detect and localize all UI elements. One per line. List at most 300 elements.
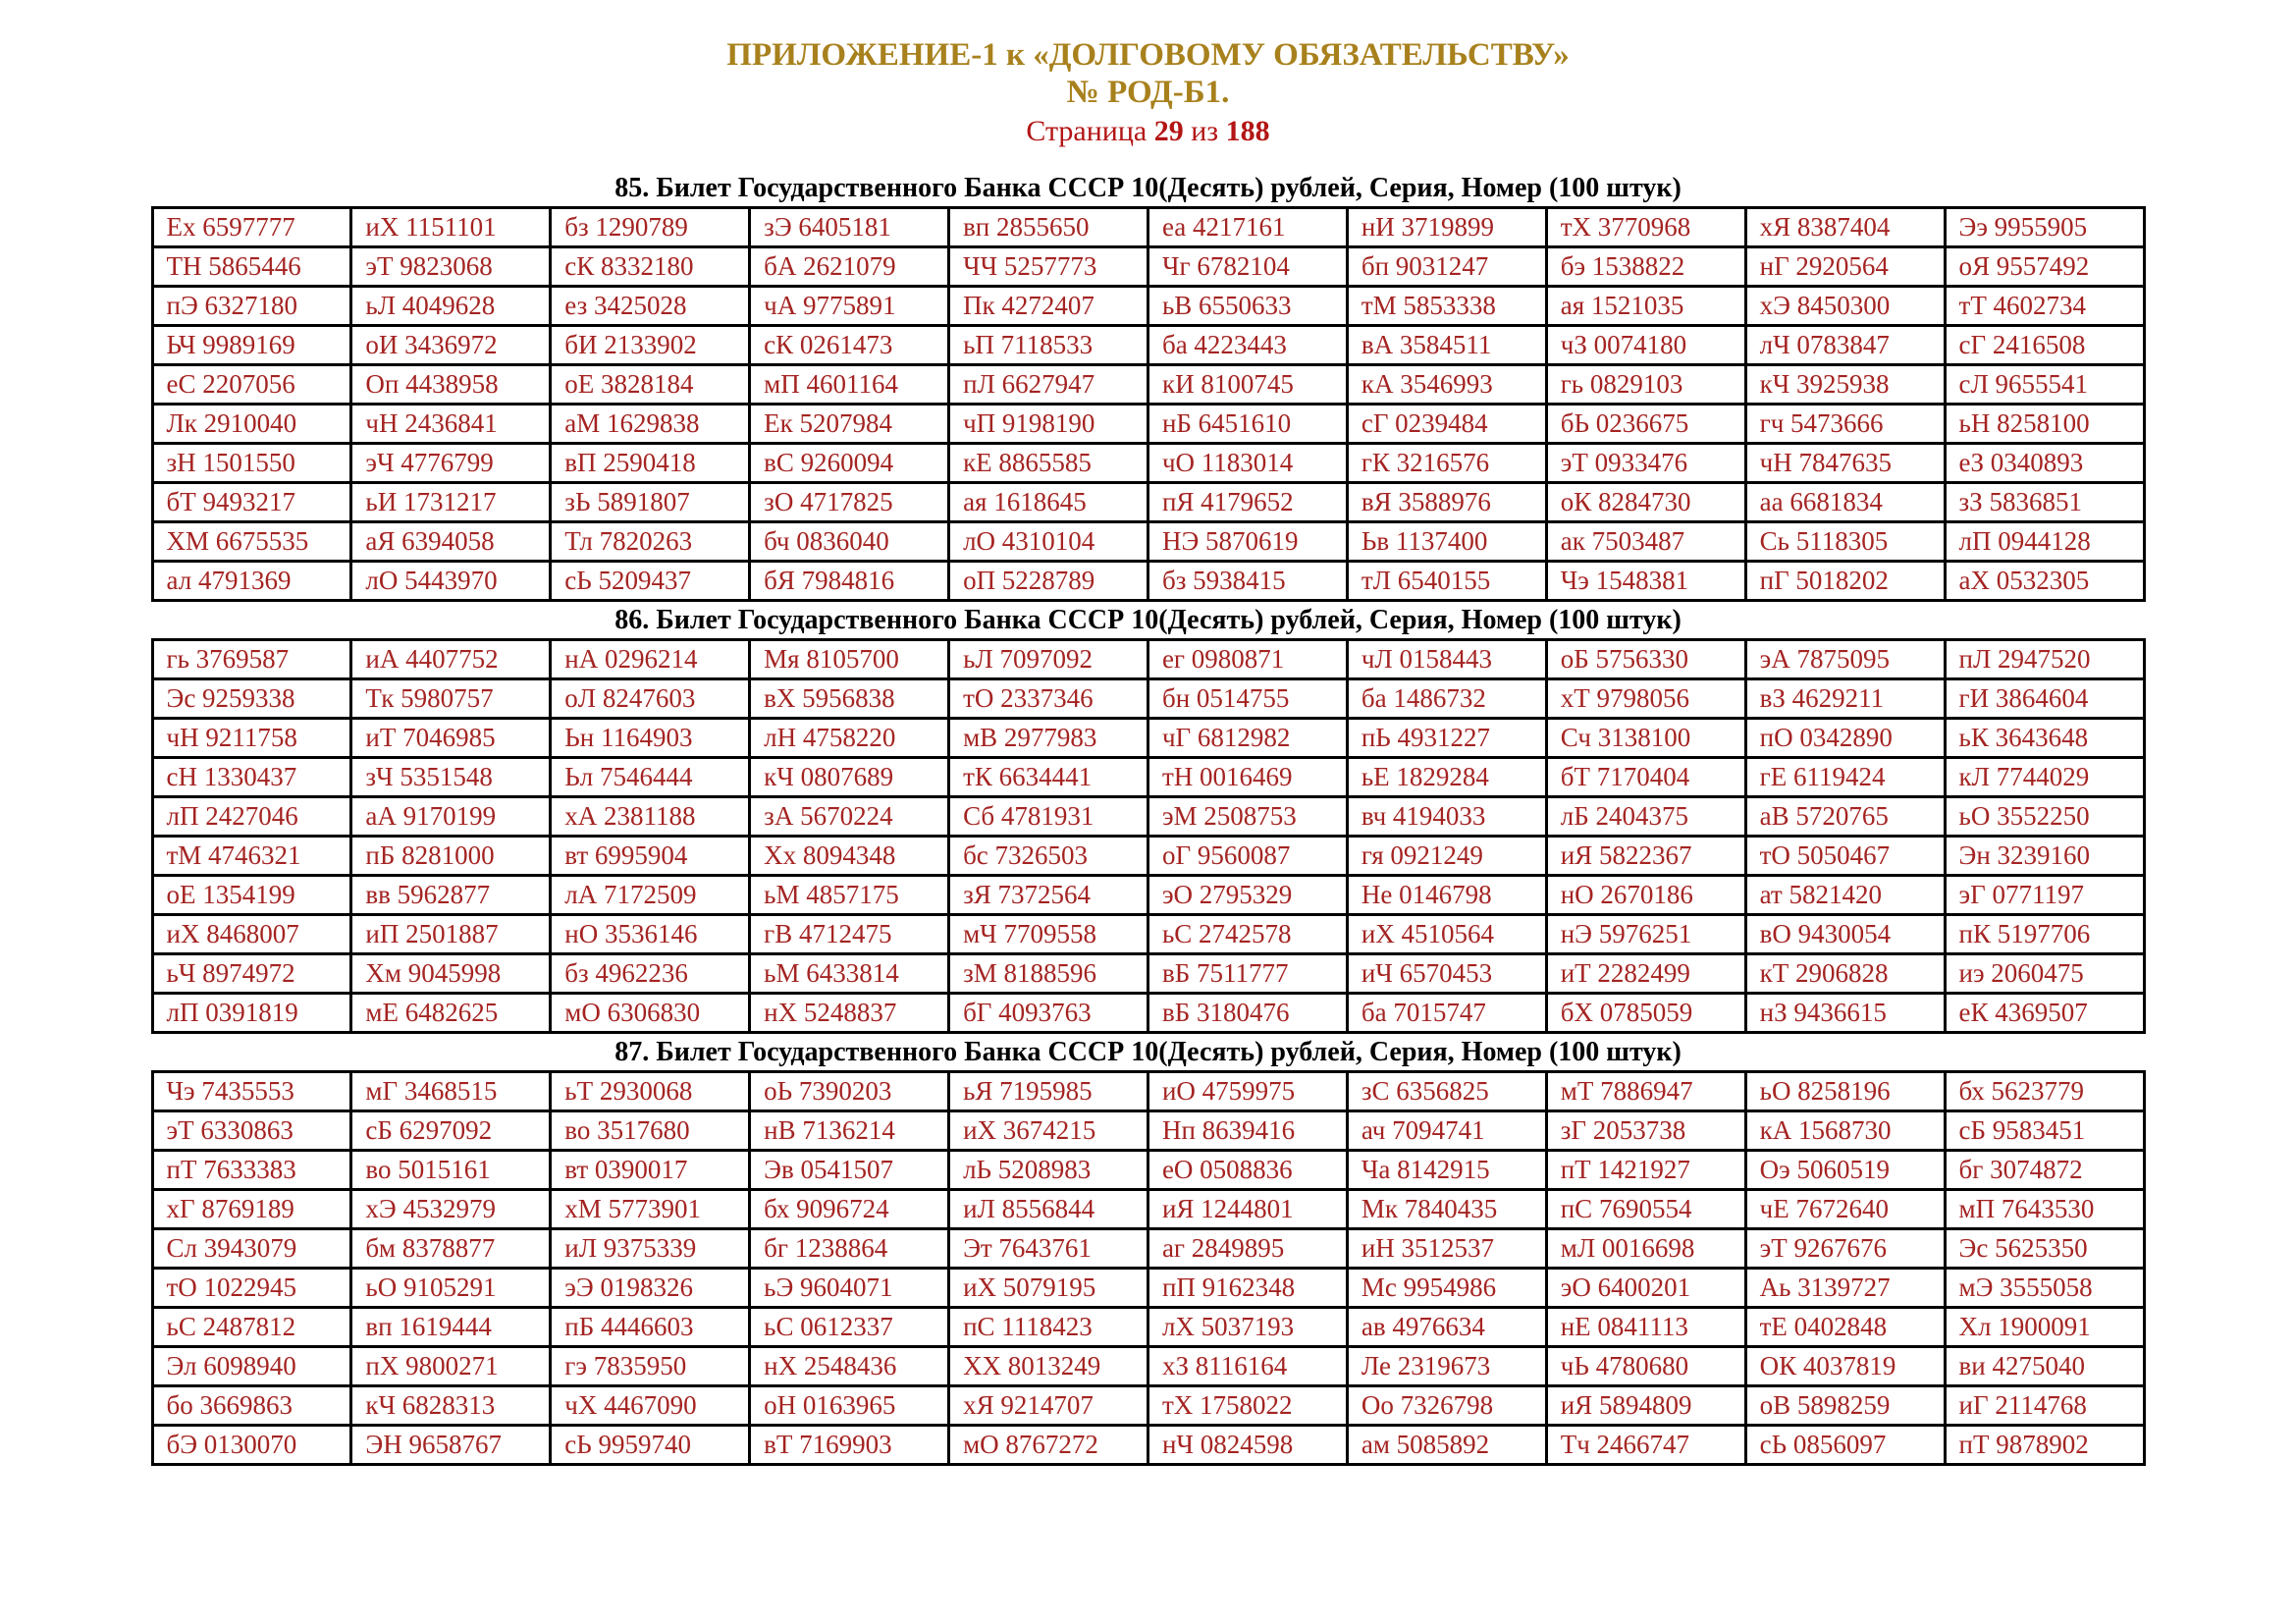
serial-cell: ьС 2742578 [1148, 915, 1347, 954]
serial-cell: во 5015161 [351, 1151, 551, 1190]
serial-cell: зЯ 7372564 [949, 876, 1148, 915]
serial-cell: тЕ 0402848 [1745, 1308, 1945, 1347]
serial-cell: нИ 3719899 [1347, 208, 1546, 247]
serial-cell: чЬ 4780680 [1546, 1347, 1745, 1386]
serial-cell: тМ 5853338 [1347, 287, 1546, 326]
table-row [152, 1072, 2144, 1111]
serials-table-85 [151, 206, 2146, 602]
serial-cell: гЕ 6119424 [1745, 758, 1945, 797]
serial-cell: вП 2590418 [551, 444, 750, 483]
serial-cell: еа 4217161 [1148, 208, 1347, 247]
table-row [152, 326, 2144, 365]
serial-cell: нО 3536146 [551, 915, 750, 954]
serial-cell: тК 6634441 [949, 758, 1148, 797]
serial-cell: ба 4223443 [1148, 326, 1347, 365]
serial-cell: Эл 6098940 [152, 1347, 351, 1386]
serial-cell: гИ 3864604 [1945, 679, 2144, 719]
serial-cell: ьМ 6433814 [750, 954, 949, 994]
serial-cell: тН 0016469 [1148, 758, 1347, 797]
serial-cell: сК 8332180 [551, 247, 750, 287]
serial-cell: еС 2207056 [152, 365, 351, 405]
serial-cell: пК 5197706 [1945, 915, 2144, 954]
serial-cell: зЭ 6405181 [750, 208, 949, 247]
serial-cell: чО 1183014 [1148, 444, 1347, 483]
serial-cell: Эн 3239160 [1945, 837, 2144, 876]
serial-cell: ьМ 4857175 [750, 876, 949, 915]
serial-cell: мП 7643530 [1945, 1190, 2144, 1229]
serial-cell: вЗ 4629211 [1745, 679, 1945, 719]
serial-cell: эГ 0771197 [1945, 876, 2144, 915]
serial-cell: нБ 6451610 [1148, 405, 1347, 444]
serials-table-87 [151, 1070, 2146, 1466]
serial-cell: иЯ 1244801 [1148, 1190, 1347, 1229]
serial-cell: Ек 5207984 [750, 405, 949, 444]
table-row [152, 1386, 2144, 1426]
serial-cell: эЧ 4776799 [351, 444, 551, 483]
serial-cell: тХ 1758022 [1148, 1386, 1347, 1426]
serial-cell: ак 7503487 [1546, 522, 1745, 562]
serial-cell: Ээ 9955905 [1945, 208, 2144, 247]
table-row [152, 679, 2144, 719]
serial-cell: еЗ 0340893 [1945, 444, 2144, 483]
serial-cell: Тч 2466747 [1546, 1426, 1745, 1465]
serial-cell: хЗ 8116164 [1148, 1347, 1347, 1386]
serial-cell: тМ 4746321 [152, 837, 351, 876]
serial-cell: пЛ 6627947 [949, 365, 1148, 405]
serial-cell: пЯ 4179652 [1148, 483, 1347, 522]
serial-cell: Эс 9259338 [152, 679, 351, 719]
serial-cell: нЕ 0841113 [1546, 1308, 1745, 1347]
serial-cell: чП 9198190 [949, 405, 1148, 444]
serial-cell: ба 1486732 [1347, 679, 1546, 719]
serial-cell: иЛ 8556844 [949, 1190, 1148, 1229]
serial-cell: вО 9430054 [1745, 915, 1945, 954]
serial-cell: ьЛ 7097092 [949, 640, 1148, 679]
serial-cell: сЬ 5209437 [551, 562, 750, 601]
serial-cell: еК 4369507 [1945, 994, 2144, 1033]
page-indicator [0, 116, 2296, 147]
serial-cell: лП 2427046 [152, 797, 351, 837]
serial-cell: Ьв 1137400 [1347, 522, 1546, 562]
document-subtitle: № РОД-Б1. [1066, 75, 1230, 110]
serial-cell: ЧЧ 5257773 [949, 247, 1148, 287]
serial-cell: мЭ 3555058 [1945, 1269, 2144, 1308]
serial-cell: Лк 2910040 [152, 405, 351, 444]
serial-cell: лН 4758220 [750, 719, 949, 758]
serial-cell: вБ 3180476 [1148, 994, 1347, 1033]
table-row [152, 915, 2144, 954]
serial-cell: оЕ 3828184 [551, 365, 750, 405]
serial-cell: кА 3546993 [1347, 365, 1546, 405]
serial-cell: кТ 2906828 [1745, 954, 1945, 994]
serial-cell: оГ 9560087 [1148, 837, 1347, 876]
serial-cell: вС 9260094 [750, 444, 949, 483]
serial-cell: бз 1290789 [551, 208, 750, 247]
serial-cell: Ьл 7546444 [551, 758, 750, 797]
serial-cell: вТ 7169903 [750, 1426, 949, 1465]
serial-cell: тО 5050467 [1745, 837, 1945, 876]
serial-cell: гэ 7835950 [551, 1347, 750, 1386]
serial-cell: Эв 0541507 [750, 1151, 949, 1190]
serial-cell: гч 5473666 [1745, 405, 1945, 444]
serial-cell: ьО 9105291 [351, 1269, 551, 1308]
serial-cell: ОК 4037819 [1745, 1347, 1945, 1386]
section-87 [0, 1037, 2296, 1466]
serial-cell: мЛ 0016698 [1546, 1229, 1745, 1269]
table-row [152, 1308, 2144, 1347]
serial-cell: Сч 3138100 [1546, 719, 1745, 758]
serial-cell: мГ 3468515 [351, 1072, 551, 1111]
serial-cell: Тк 5980757 [351, 679, 551, 719]
serial-cell: эТ 0933476 [1546, 444, 1745, 483]
serial-cell: нЭ 5976251 [1546, 915, 1745, 954]
serial-cell: лЬ 5208983 [949, 1151, 1148, 1190]
table-row [152, 405, 2144, 444]
serial-cell: кЕ 8865585 [949, 444, 1148, 483]
serial-cell: ьК 3643648 [1945, 719, 2144, 758]
serial-cell: чА 9775891 [750, 287, 949, 326]
serial-cell: Пк 4272407 [949, 287, 1148, 326]
serial-cell: пГ 5018202 [1745, 562, 1945, 601]
serial-cell: сЛ 9655541 [1945, 365, 2144, 405]
serial-cell: ХМ 6675535 [152, 522, 351, 562]
serial-cell: Нп 8639416 [1148, 1111, 1347, 1151]
table-row [152, 1347, 2144, 1386]
serial-cell: оБ 5756330 [1546, 640, 1745, 679]
serial-cell: Мс 9954986 [1347, 1269, 1546, 1308]
serial-cell: оК 8284730 [1546, 483, 1745, 522]
serial-cell: бГ 4093763 [949, 994, 1148, 1033]
serial-cell: сГ 0239484 [1347, 405, 1546, 444]
serial-cell: вв 5962877 [351, 876, 551, 915]
serial-cell: Тл 7820263 [551, 522, 750, 562]
table-row [152, 1269, 2144, 1308]
serial-cell: оН 0163965 [750, 1386, 949, 1426]
serial-cell: нВ 7136214 [750, 1111, 949, 1151]
serial-cell: ба 7015747 [1347, 994, 1546, 1033]
serial-cell: зМ 8188596 [949, 954, 1148, 994]
serial-cell: оИ 3436972 [351, 326, 551, 365]
serial-cell: аА 9170199 [351, 797, 551, 837]
serial-cell: вт 6995904 [551, 837, 750, 876]
table-row [152, 247, 2144, 287]
table-row [152, 837, 2144, 876]
serial-cell: нХ 2548436 [750, 1347, 949, 1386]
serial-cell: лХ 5037193 [1148, 1308, 1347, 1347]
serial-cell: вЯ 3588976 [1347, 483, 1546, 522]
serial-cell: ЭН 9658767 [351, 1426, 551, 1465]
serial-cell: аа 6681834 [1745, 483, 1945, 522]
serial-cell: чН 2436841 [351, 405, 551, 444]
serial-cell: Хм 9045998 [351, 954, 551, 994]
serial-cell: кИ 8100745 [1148, 365, 1347, 405]
serial-cell: чН 7847635 [1745, 444, 1945, 483]
serial-cell: иП 2501887 [351, 915, 551, 954]
serial-cell: иО 4759975 [1148, 1072, 1347, 1111]
serial-cell: сН 1330437 [152, 758, 351, 797]
serial-cell: мЕ 6482625 [351, 994, 551, 1033]
serial-cell: пЛ 2947520 [1945, 640, 2144, 679]
serial-cell: чН 9211758 [152, 719, 351, 758]
serial-cell: иэ 2060475 [1945, 954, 2144, 994]
serial-cell: ьО 8258196 [1745, 1072, 1945, 1111]
table-row [152, 483, 2144, 522]
serial-cell: гя 0921249 [1347, 837, 1546, 876]
serial-cell: пП 9162348 [1148, 1269, 1347, 1308]
serial-cell: сЬ 9959740 [551, 1426, 750, 1465]
serial-cell: сБ 6297092 [351, 1111, 551, 1151]
serial-cell: бз 5938415 [1148, 562, 1347, 601]
table-row [152, 1426, 2144, 1465]
serial-cell: пС 7690554 [1546, 1190, 1745, 1229]
serial-cell: ви 4275040 [1945, 1347, 2144, 1386]
serial-cell: бХ 0785059 [1546, 994, 1745, 1033]
serial-cell: оП 5228789 [949, 562, 1148, 601]
table-row [152, 876, 2144, 915]
serial-cell: ам 5085892 [1347, 1426, 1546, 1465]
serial-cell: Хх 8094348 [750, 837, 949, 876]
serial-cell: бТ 9493217 [152, 483, 351, 522]
serial-cell: бп 9031247 [1347, 247, 1546, 287]
serial-cell: ьВ 6550633 [1148, 287, 1347, 326]
serial-cell: Чг 6782104 [1148, 247, 1347, 287]
serial-cell: нЧ 0824598 [1148, 1426, 1347, 1465]
page-word: Страница [1026, 115, 1148, 147]
serial-cell: кЧ 0807689 [750, 758, 949, 797]
serial-cell: сГ 2416508 [1945, 326, 2144, 365]
serial-cell: пС 1118423 [949, 1308, 1148, 1347]
serial-cell: Оп 4438958 [351, 365, 551, 405]
document-title: ПРИЛОЖЕНИЕ-1 к «ДОЛГОВОМУ ОБЯЗАТЕЛЬСТВУ» [726, 37, 1570, 73]
serial-cell: бэ 1538822 [1546, 247, 1745, 287]
serial-cell: эА 7875095 [1745, 640, 1945, 679]
serial-cell: сЬ 0856097 [1745, 1426, 1945, 1465]
serial-cell: оЛ 8247603 [551, 679, 750, 719]
serial-cell: ТН 5865446 [152, 247, 351, 287]
serial-cell: бх 9096724 [750, 1190, 949, 1229]
serial-cell: иТ 2282499 [1546, 954, 1745, 994]
serial-cell: пБ 8281000 [351, 837, 551, 876]
serial-cell: тТ 4602734 [1945, 287, 2144, 326]
serial-cell: нА 0296214 [551, 640, 750, 679]
serial-cell: Сл 3943079 [152, 1229, 351, 1269]
serial-cell: аЯ 6394058 [351, 522, 551, 562]
serial-cell: сБ 9583451 [1945, 1111, 2144, 1151]
serial-cell: ьН 8258100 [1945, 405, 2144, 444]
serial-cell: НЭ 5870619 [1148, 522, 1347, 562]
serial-cell: мП 4601164 [750, 365, 949, 405]
table-row [152, 1151, 2144, 1190]
serial-cell: бТ 7170404 [1546, 758, 1745, 797]
serial-cell: вп 1619444 [351, 1308, 551, 1347]
serial-cell: бЯ 7984816 [750, 562, 949, 601]
serial-cell: кЛ 7744029 [1945, 758, 2144, 797]
serial-cell: хЯ 8387404 [1745, 208, 1945, 247]
serials-table-86 [151, 638, 2146, 1034]
serial-cell: пБ 4446603 [551, 1308, 750, 1347]
table-row [152, 1190, 2144, 1229]
serial-cell: пЬ 4931227 [1347, 719, 1546, 758]
serial-cell: ач 7094741 [1347, 1111, 1546, 1151]
serial-cell: пО 0342890 [1745, 719, 1945, 758]
table-row [152, 444, 2144, 483]
serial-cell: Ьн 1164903 [551, 719, 750, 758]
serial-cell: иХ 4510564 [1347, 915, 1546, 954]
serial-cell: аг 2849895 [1148, 1229, 1347, 1269]
serial-cell: тО 1022945 [152, 1269, 351, 1308]
serial-cell: сК 0261473 [750, 326, 949, 365]
serial-cell: ьТ 2930068 [551, 1072, 750, 1111]
serial-cell: пТ 9878902 [1945, 1426, 2144, 1465]
serial-cell: гВ 4712475 [750, 915, 949, 954]
serial-cell: ез 3425028 [551, 287, 750, 326]
serial-cell: оЬ 7390203 [750, 1072, 949, 1111]
serial-cell: мО 6306830 [551, 994, 750, 1033]
serial-cell: вА 3584511 [1347, 326, 1546, 365]
serial-cell: Ча 8142915 [1347, 1151, 1546, 1190]
serial-cell: Ех 6597777 [152, 208, 351, 247]
serial-cell: бИ 2133902 [551, 326, 750, 365]
serial-cell: ьС 2487812 [152, 1308, 351, 1347]
serial-cell: вХ 5956838 [750, 679, 949, 719]
table-row [152, 758, 2144, 797]
serial-cell: бч 0836040 [750, 522, 949, 562]
table-row [152, 562, 2144, 601]
serial-cell: пХ 9800271 [351, 1347, 551, 1386]
serial-cell: ая 1618645 [949, 483, 1148, 522]
serial-cell: эТ 9267676 [1745, 1229, 1945, 1269]
serial-cell: зЧ 5351548 [351, 758, 551, 797]
serial-cell: еО 0508836 [1148, 1151, 1347, 1190]
table-row [152, 719, 2144, 758]
serial-cell: ьС 0612337 [750, 1308, 949, 1347]
serial-cell: иЯ 5822367 [1546, 837, 1745, 876]
page-current-number: 29 [1153, 115, 1184, 147]
table-row [152, 797, 2144, 837]
serial-cell: иХ 8468007 [152, 915, 351, 954]
serial-cell: пЭ 6327180 [152, 287, 351, 326]
serial-cell: хГ 8769189 [152, 1190, 351, 1229]
serial-cell: гК 3216576 [1347, 444, 1546, 483]
serial-cell: ав 4976634 [1347, 1308, 1546, 1347]
serial-cell: кА 1568730 [1745, 1111, 1945, 1151]
serial-cell: кЧ 6828313 [351, 1386, 551, 1426]
serial-cell: чЕ 7672640 [1745, 1190, 1945, 1229]
serial-cell: Ле 2319673 [1347, 1347, 1546, 1386]
serial-cell: бм 8378877 [351, 1229, 551, 1269]
serial-cell: тО 2337346 [949, 679, 1148, 719]
serial-cell: пТ 1421927 [1546, 1151, 1745, 1190]
serial-cell: аМ 1629838 [551, 405, 750, 444]
serial-cell: хТ 9798056 [1546, 679, 1745, 719]
serial-cell: иЯ 5894809 [1546, 1386, 1745, 1426]
serial-cell: иЧ 6570453 [1347, 954, 1546, 994]
serial-cell: бо 3669863 [152, 1386, 351, 1426]
serial-cell: нЗ 9436615 [1745, 994, 1945, 1033]
serial-cell: пТ 7633383 [152, 1151, 351, 1190]
serial-cell: иТ 7046985 [351, 719, 551, 758]
serial-cell: ьЧ 8974972 [152, 954, 351, 994]
serial-cell: лЧ 0783847 [1745, 326, 1945, 365]
table-row [152, 1229, 2144, 1269]
serial-cell: вт 0390017 [551, 1151, 750, 1190]
serial-cell: Мк 7840435 [1347, 1190, 1546, 1229]
serial-cell: тХ 3770968 [1546, 208, 1745, 247]
serial-cell: Эт 7643761 [949, 1229, 1148, 1269]
serial-cell: иХ 5079195 [949, 1269, 1148, 1308]
serial-cell: ьЛ 4049628 [351, 287, 551, 326]
serial-cell: ат 5821420 [1745, 876, 1945, 915]
serial-cell: лА 7172509 [551, 876, 750, 915]
section-caption: 87. Билет Государственного Банка СССР 10(Десять) рублей, Серия, Номер (100 штук) [614, 1037, 1682, 1067]
serial-cell: бн 0514755 [1148, 679, 1347, 719]
section-85 [0, 173, 2296, 602]
serial-cell: ая 1521035 [1546, 287, 1745, 326]
table-row [152, 954, 2144, 994]
table-row [152, 640, 2144, 679]
serial-cell: Сб 4781931 [949, 797, 1148, 837]
serial-cell: иХ 1151101 [351, 208, 551, 247]
serial-cell: мВ 2977983 [949, 719, 1148, 758]
serial-cell: эТ 6330863 [152, 1111, 351, 1151]
serial-cell: эО 2795329 [1148, 876, 1347, 915]
serial-cell: вп 2855650 [949, 208, 1148, 247]
table-row [152, 208, 2144, 247]
serial-cell: бЬ 0236675 [1546, 405, 1745, 444]
serial-cell: зС 6356825 [1347, 1072, 1546, 1111]
serial-cell: иЛ 9375339 [551, 1229, 750, 1269]
serial-cell: бх 5623779 [1945, 1072, 2144, 1111]
serial-cell: хЭ 8450300 [1745, 287, 1945, 326]
section-caption: 85. Билет Государственного Банка СССР 10(Десять) рублей, Серия, Номер (100 штук) [614, 173, 1682, 203]
serial-cell: зГ 2053738 [1546, 1111, 1745, 1151]
serial-cell: вБ 7511777 [1148, 954, 1347, 994]
serial-cell: Оо 7326798 [1347, 1386, 1546, 1426]
serial-cell: мТ 7886947 [1546, 1072, 1745, 1111]
serial-cell: ал 4791369 [152, 562, 351, 601]
serial-cell: во 3517680 [551, 1111, 750, 1151]
serial-cell: бА 2621079 [750, 247, 949, 287]
section-86 [0, 605, 2296, 1034]
serial-cell: Аь 3139727 [1745, 1269, 1945, 1308]
serial-cell: оВ 5898259 [1745, 1386, 1945, 1426]
serial-cell: эЭ 0198326 [551, 1269, 750, 1308]
serial-cell: иХ 3674215 [949, 1111, 1148, 1151]
serial-cell: Чэ 7435553 [152, 1072, 351, 1111]
serial-cell: лП 0944128 [1945, 522, 2144, 562]
serial-cell: хЭ 4532979 [351, 1190, 551, 1229]
serial-cell: лО 5443970 [351, 562, 551, 601]
serial-cell: ьЭ 9604071 [750, 1269, 949, 1308]
serial-cell: кЧ 3925938 [1745, 365, 1945, 405]
serial-cell: бЭ 0130070 [152, 1426, 351, 1465]
serial-cell: Оэ 5060519 [1745, 1151, 1945, 1190]
serial-cell: гь 0829103 [1546, 365, 1745, 405]
serial-cell: мО 8767272 [949, 1426, 1148, 1465]
serial-cell: ьЕ 1829284 [1347, 758, 1546, 797]
table-row [152, 1111, 2144, 1151]
serial-cell: оЯ 9557492 [1945, 247, 2144, 287]
serial-cell: бг 1238864 [750, 1229, 949, 1269]
serial-cell: эМ 2508753 [1148, 797, 1347, 837]
serial-cell: хЯ 9214707 [949, 1386, 1148, 1426]
serial-cell: лП 0391819 [152, 994, 351, 1033]
serial-cell: Хл 1900091 [1945, 1308, 2144, 1347]
serial-cell: оЕ 1354199 [152, 876, 351, 915]
serial-cell: Чэ 1548381 [1546, 562, 1745, 601]
serial-cell: лБ 2404375 [1546, 797, 1745, 837]
serial-cell: ХХ 8013249 [949, 1347, 1148, 1386]
